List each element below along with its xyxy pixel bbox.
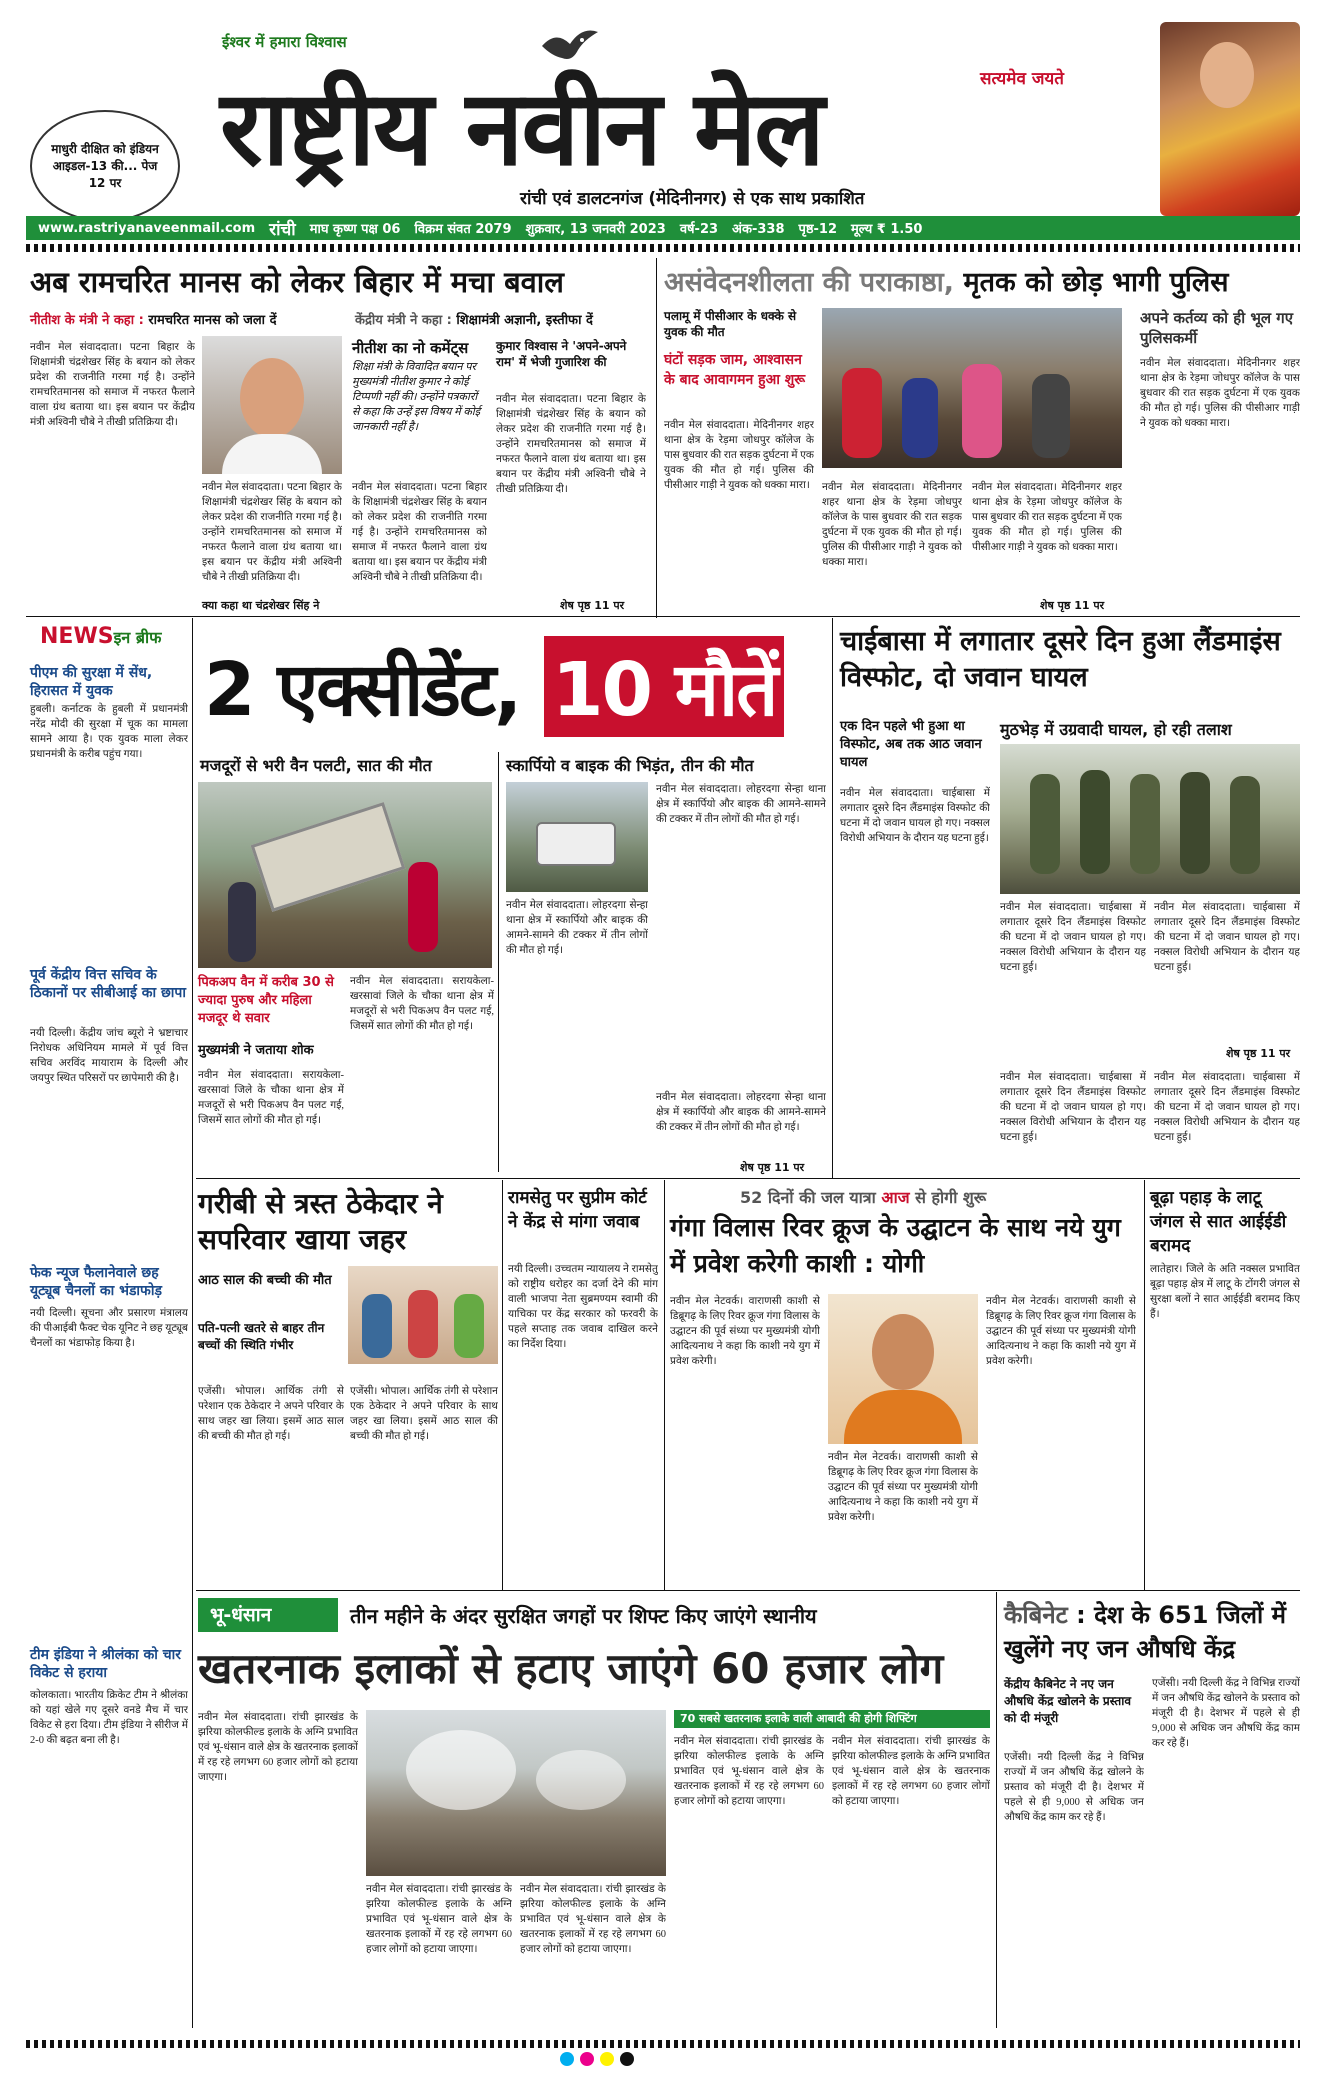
bird-logo-icon (538, 22, 602, 70)
story-body: नवीन मेल संवाददाता। रांची झारखंड के झरिया कोलफील्ड इलाके के अग्नि प्रभावित एवं भू-धंसान वाले क्षेत्र के खतरनाक इलाकों में रह रहे लगभग 60 हजार लोगों को हटाया जाएगा। (832, 1736, 990, 1807)
story-body: नवीन मेल संवाददाता। मेदिनीनगर शहर थाना क्षेत्र के रेड़मा जोधपुर कॉलेज के पास बुधवार की रात सड़क दुर्घटना में एक युवक की मौत हो गई। पुलिस की पीसीआर गाड़ी ने युवक को धक्का मारा। (1140, 358, 1300, 429)
kicker: नीतीश के मंत्री ने कहा : रामचरित मानस को जला दें (30, 313, 277, 328)
kicker: एक दिन पहले भी हुआ था विस्फोट, अब तक आठ जवान घायल (840, 719, 982, 770)
info-item: शुक्रवार, 13 जनवरी 2023 (525, 222, 666, 237)
sub-heading: नीतीश का नो कमेंट्स (352, 339, 469, 357)
coalfield-photo (366, 1710, 666, 1876)
story-body: नवीन मेल संवाददाता। रांची झारखंड के झरिया कोलफील्ड इलाके के अग्नि प्रभावित एवं भू-धंसान वाले क्षेत्र के खतरनाक इलाकों में रह रहे लगभग 60 हजार लोगों को हटाया जाएगा। (366, 1884, 512, 1955)
divider (498, 752, 499, 1172)
color-swatch (560, 2052, 574, 2066)
continued-label[interactable]: शेष पृष्ठ 11 पर (740, 1161, 805, 1174)
photo-caption: मुख्यमंत्री ने जताया शोक (198, 1043, 314, 1058)
section-label: भू-धंसान (198, 1598, 338, 1632)
story-body: नवीन मेल संवाददाता। रांची झारखंड के झरिया कोलफील्ड इलाके के अग्नि प्रभावित एवं भू-धंसान वाले क्षेत्र के खतरनाक इलाकों में रह रहे लगभग 60 हजार लोगों को हटाया जाएगा। (520, 1884, 666, 1955)
accident-crowd-photo (822, 308, 1122, 468)
headline: गरीबी से त्रस्त ठेकेदार ने सपरिवार खाया जहर (198, 1187, 443, 1256)
divider (196, 1178, 1300, 1179)
story-body: नवीन मेल संवाददाता। सरायकेला-खरसावां जिले के चौका थाना क्षेत्र में मजदूरों से भरी पिकअप वैन पलट गई, जिसमें सात लोगों की मौत हो गई। (350, 976, 494, 1032)
scorpio-accident-photo (506, 782, 648, 892)
divider (664, 1180, 665, 1590)
photo-caption: पति-पत्नी खतरे से बाहर तीन बच्चों की स्थिति गंभीर (198, 1321, 325, 1352)
police-team-photo (1000, 744, 1300, 894)
headline: बूढ़ा पहाड़ के लाटू जंगल से सात आईईडी बरामद (1150, 1188, 1287, 1256)
headline: खतरनाक इलाकों से हटाए जाएंगे 60 हजार लोग (198, 1644, 944, 1693)
divider (192, 618, 193, 2028)
story-body: नवीन मेल संवाददाता। सरायकेला-खरसावां जिले के चौका थाना क्षेत्र में मजदूरों से भरी पिकअप वैन पलट गई, जिसमें सात लोगों की मौत हो गई। (198, 1070, 344, 1126)
story-body: नवीन मेल संवाददाता। चाईबासा में लगातार दूसरे दिन लैंडमाइंस विस्फोट की घटना में दो जवान घायल हो गए। नक्सल विरोधी अभियान के दौरान यह घटना हुई। (1000, 1072, 1146, 1143)
brief-text: नयी दिल्ली। सूचना और प्रसारण मंत्रालय की पीआईबी फैक्ट चेक यूनिट ने छह यूट्यूब चैनलों का भंडाफोड़ किया है। (30, 1308, 188, 1349)
story-body: नवीन मेल संवाददाता। लोहरदगा सेन्हा थाना क्षेत्र में स्कार्पियो और बाइक की आमने-सामने की टक्कर में तीन लोगों की मौत हो गई। (506, 900, 648, 956)
ribbon-top (26, 244, 1300, 252)
top-line: तीन महीने के अंदर सुरक्षित जगहों पर शिफ्ट किए जाएंगे स्थानीय (350, 1604, 817, 1628)
headline: रामसेतु पर सुप्रीम कोर्ट ने केंद्र से मांगा जवाब (508, 1188, 647, 1232)
story-body: नवीन मेल संवाददाता। लोहरदगा सेन्हा थाना क्षेत्र में स्कार्पियो और बाइक की आमने-सामने की टक्कर में तीन लोगों की मौत हो गई। (656, 1092, 826, 1133)
headline: असंवेदनशीलता की पराकाष्ठा, मृतक को छोड़ भागी पुलिस (664, 267, 1229, 298)
story-body: नवीन मेल संवाददाता। पटना बिहार के शिक्षामंत्री चंद्रशेखर सिंह के बयान को लेकर प्रदेश की राजनीति गरमा गई है। उन्होंने रामचरितमानस को समाज में नफरत फैलाने वाला ग्रंथ बताया था। इस बयान पर केंद्रीय मंत्री अश्विनी चौबे ने तीखी प्रतिक्रिया दी। (30, 342, 195, 428)
info-item: वर्ष-23 (679, 222, 719, 237)
family-photo (348, 1266, 498, 1364)
info-item: मूल्य ₹ 1.50 (851, 222, 923, 237)
info-item: माघ कृष्ण पक्ष 06 (309, 222, 401, 237)
story-body: नवीन मेल संवाददाता। मेदिनीनगर शहर थाना क्षेत्र के रेड़मा जोधपुर कॉलेज के पास बुधवार की रात सड़क दुर्घटना में एक युवक की मौत हो गई। पुलिस की पीसीआर गाड़ी ने युवक को धक्का मारा। (972, 482, 1122, 553)
masthead-title: राष्ट्रीय नवीन मेल (220, 67, 823, 189)
kicker: पलामू में पीसीआर के धक्के से युवक की मौत (664, 309, 797, 339)
minister-photo (202, 336, 342, 474)
story-body: एजेंसी। नयी दिल्ली केंद्र ने विभिन्न राज्यों में जन औषधि केंद्र खोलने के प्रस्ताव को मंजूरी दी है। देशभर में पहले से ही 9,000 से अधिक जन औषधि केंद्र काम कर रहे हैं। (1004, 1752, 1144, 1823)
story-body: नवीन मेल संवाददाता। पटना बिहार के शिक्षामंत्री चंद्रशेखर सिंह के बयान को लेकर प्रदेश की राजनीति गरमा गई है। उन्होंने रामचरितमानस को समाज में नफरत फैलाने वाला ग्रंथ बताया था। इस बयान पर केंद्रीय मंत्री अश्विनी चौबे ने तीखी प्रतिक्रिया दी। (496, 394, 646, 495)
van-accident-photo (198, 782, 492, 968)
info-item: विक्रम संवत 2079 (414, 222, 512, 237)
teaser-oval[interactable] (30, 110, 180, 222)
masthead-tagline-right: सत्यमेव जयते (980, 69, 1064, 89)
color-registration-bar (560, 2052, 634, 2066)
info-bar (26, 216, 1300, 240)
brief-text: कोलकाता। भारतीय क्रिकेट टीम ने श्रीलंका को यहां खेले गए दूसरे वनडे मैच में चार विकेट से हरा दिया। टीम इंडिया ने सीरीज में 2-0 की बढ़त बना ली है। (30, 1690, 188, 1746)
story-body: नवीन मेल संवाददाता। चाईबासा में लगातार दूसरे दिन लैंडमाइंस विस्फोट की घटना में दो जवान घायल हो गए। नक्सल विरोधी अभियान के दौरान यह घटना हुई। (840, 788, 990, 844)
divider (832, 618, 833, 1178)
divider (502, 1180, 503, 1590)
story-body: नवीन मेल नेटवर्क। वाराणसी काशी से डिब्रूगढ़ के लिए रिवर क्रूज गंगा विलास के उद्घाटन की पूर्व संध्या पर मुख्यमंत्री योगी आदित्यनाथ ने कहा कि काशी नये युग में प्रवेश करेगी। (828, 1452, 978, 1523)
story-body: नयी दिल्ली। उच्चतम न्यायालय ने रामसेतु को राष्ट्रीय धरोहर का दर्जा देने की मांग वाली भाजपा नेता सुब्रमण्यम स्वामी की याचिका पर केंद्र सरकार को फरवरी के पहले सप्ताह तक जवाब दाखिल करने का निर्देश दिया। (508, 1264, 658, 1350)
continued-label[interactable]: शेष पृष्ठ 11 पर (560, 599, 625, 612)
story-body: नवीन मेल संवाददाता। रांची झारखंड के झरिया कोलफील्ड इलाके के अग्नि प्रभावित एवं भू-धंसान वाले क्षेत्र के खतरनाक इलाकों में रह रहे लगभग 60 हजार लोगों को हटाया जाएगा। (674, 1736, 824, 1807)
story-body: लातेहार। जिले के अति नक्सल प्रभावित बूढ़ा पहाड़ क्षेत्र में लाटू के टोंगरी जंगल से सुरक्षा बलों ने सात आईईडी बरामद किए हैं। (1150, 1264, 1300, 1320)
headline: कैबिनेट : देश के 651 जिलों में खुलेंगे नए जन औषधि केंद्र (1004, 1601, 1286, 1663)
info-item: अंक-338 (732, 222, 785, 237)
story-body: नवीन मेल संवाददाता। चाईबासा में लगातार दूसरे दिन लैंडमाइंस विस्फोट की घटना में दो जवान घायल हो गए। नक्सल विरोधी अभियान के दौरान यह घटना हुई। (1154, 902, 1300, 973)
brief-title: टीम इंडिया ने श्रीलंका को चार विकेट से हराया (30, 1647, 181, 1681)
brief-text: नयी दिल्ली। केंद्रीय जांच ब्यूरो ने भ्रष्टाचार निरोधक अधिनियम मामले में पूर्व वित्त सचिव अरविंद मायाराम के दिल्ली और जयपुर स्थित परिसरों पर छापेमारी की है। (30, 1028, 188, 1084)
divider (996, 1592, 997, 2028)
brief-title: पीएम की सुरक्षा में सेंध, हिरासत में युवक (30, 665, 153, 699)
sub-heading: अपने कर्तव्य को ही भूल गए पुलिसकर्मी (1140, 309, 1294, 347)
lead-subhead: स्कार्पियो व बाइक की भिड़ंत, तीन की मौत (506, 756, 754, 775)
city-label: रांची (269, 219, 296, 240)
masthead-subtitle: रांची एवं डालटनगंज (मेदिनीनगर) से एक साथ प्रकाशित (520, 189, 865, 209)
brief-title: पूर्व केंद्रीय वित्त सचिव के ठिकानों पर सीबीआई का छापा (30, 967, 186, 1001)
photo-caption: पिकअप वैन में करीब 30 से ज्यादा पुरुष और महिला मजदूर थे सवार (198, 975, 334, 1026)
story-body: एजेंसी। नयी दिल्ली केंद्र ने विभिन्न राज्यों में जन औषधि केंद्र खोलने के प्रस्ताव को मंजूरी दी है। देशभर में पहले से ही 9,000 से अधिक जन औषधि केंद्र काम कर रहे हैं। (1152, 1678, 1300, 1749)
story-body: नवीन मेल संवाददाता। पटना बिहार के शिक्षामंत्री चंद्रशेखर सिंह के बयान को लेकर प्रदेश की राजनीति गरमा गई है। उन्होंने रामचरितमानस को समाज में नफरत फैलाने वाला ग्रंथ बताया था। इस बयान पर केंद्रीय मंत्री अश्विनी चौबे ने तीखी प्रतिक्रिया दी। (352, 482, 487, 583)
lead-headline: 2 एक्सीडेंट, 10 मौतें (196, 628, 828, 744)
celebrity-photo (1160, 22, 1300, 216)
headline: चाईबासा में लगातार दूसरे दिन हुआ लैंडमाइंस विस्फोट, दो जवान घायल (840, 626, 1281, 693)
yogi-photo (828, 1294, 978, 1444)
story-body: नवीन मेल संवाददाता। पटना बिहार के शिक्षामंत्री चंद्रशेखर सिंह के बयान को लेकर प्रदेश की राजनीति गरमा गई है। उन्होंने रामचरितमानस को समाज में नफरत फैलाने वाला ग्रंथ बताया था। इस बयान पर केंद्रीय मंत्री अश्विनी चौबे ने तीखी प्रतिक्रिया दी। (202, 482, 342, 583)
kicker: केंद्रीय मंत्री ने कहा : शिक्षामंत्री अज्ञानी, इस्तीफा दें (355, 313, 593, 328)
masthead-tagline-left: ईश्वर में हमारा विश्वास (222, 33, 347, 51)
website-link[interactable]: www.rastriyanaveenmail.com (38, 220, 256, 236)
headline: गंगा विलास रिवर क्रूज के उद्घाटन के साथ नये युग में प्रवेश करेगी काशी : योगी (670, 1213, 1121, 1278)
kicker: 52 दिनों की जल यात्रा आज से होगी शुरू (740, 1188, 987, 1207)
color-swatch (580, 2052, 594, 2066)
subhead: घंटों सड़क जाम, आश्वासन के बाद आवागमन हुआ शुरू (664, 352, 806, 388)
lead-subhead: मजदूरों से भरी वैन पलटी, सात की मौत (200, 756, 432, 775)
subhead: मुठभेड़ में उग्रवादी घायल, हो रही तलाश (1000, 720, 1232, 739)
divider (656, 258, 657, 618)
divider (1144, 1180, 1145, 1590)
kicker: केंद्रीय कैबिनेट ने नए जन औषधि केंद्र खोलने के प्रस्ताव को दी मंजूरी (1004, 1677, 1132, 1725)
teaser-text: माधुरी दीक्षित को इंडियन आइडल-13 की... पेज 12 पर (51, 141, 159, 190)
headline: अब रामचरित मानस को लेकर बिहार में मचा बवाल (30, 265, 564, 299)
divider (26, 616, 1300, 617)
brief-text: हुबली। कर्नाटक के हुबली में प्रधानमंत्री नरेंद्र मोदी की सुरक्षा में चूक का मामला सामने आया है। एक युवक माला लेकर प्रधानमंत्री के करीब पहुंच गया। (30, 704, 188, 760)
story-body: नवीन मेल संवाददाता। चाईबासा में लगातार दूसरे दिन लैंडमाइंस विस्फोट की घटना में दो जवान घायल हो गए। नक्सल विरोधी अभियान के दौरान यह घटना हुई। (1000, 902, 1146, 973)
ribbon-bottom (26, 2040, 1300, 2048)
story-body: एजेंसी। भोपाल। आर्थिक तंगी से परेशान एक ठेकेदार ने अपने परिवार के साथ जहर खा लिया। इसमें आठ साल की बच्ची की मौत हो गई। (198, 1386, 344, 1442)
continued-label[interactable]: शेष पृष्ठ 11 पर (1226, 1047, 1291, 1060)
tag-banner: 70 सबसे खतरनाक इलाके वाली आबादी की होगी शिफ्टिंग (674, 1710, 990, 1728)
story-body: नवीन मेल नेटवर्क। वाराणसी काशी से डिब्रूगढ़ के लिए रिवर क्रूज गंगा विलास के उद्घाटन की पूर्व संध्या पर मुख्यमंत्री योगी आदित्यनाथ ने कहा कि काशी नये युग में प्रवेश करेगी। (986, 1296, 1136, 1367)
story-body: एजेंसी। भोपाल। आर्थिक तंगी से परेशान एक ठेकेदार ने अपने परिवार के साथ जहर खा लिया। इसमें आठ साल की बच्ची की मौत हो गई। (350, 1386, 498, 1442)
sub-text: शिक्षा मंत्री के विवादित बयान पर मुख्यमंत्री नीतीश कुमार ने कोई टिप्पणी नहीं की। उन्होंने पत्रकारों से कहा कि उन्हें इस विषय में कोई जानकारी नहीं है। (352, 361, 481, 433)
info-item: पृष्ठ-12 (798, 222, 838, 237)
story-body: नवीन मेल संवाददाता। लोहरदगा सेन्हा थाना क्षेत्र में स्कार्पियो और बाइक की आमने-सामने की टक्कर में तीन लोगों की मौत हो गई। (656, 784, 826, 825)
kicker: आठ साल की बच्ची की मौत (198, 1273, 332, 1288)
story-body: नवीन मेल संवाददाता। मेदिनीनगर शहर थाना क्षेत्र के रेड़मा जोधपुर कॉलेज के पास बुधवार की रात सड़क दुर्घटना में एक युवक की मौत हो गई। पुलिस की पीसीआर गाड़ी ने युवक को धक्का मारा। (664, 420, 814, 491)
news-brief-label: NEWSइन ब्रीफ (40, 624, 162, 649)
story-body: नवीन मेल संवाददाता। रांची झारखंड के झरिया कोलफील्ड इलाके के अग्नि प्रभावित एवं भू-धंसान वाले क्षेत्र के खतरनाक इलाकों में रह रहे लगभग 60 हजार लोगों को हटाया जाएगा। (198, 1712, 358, 1783)
color-swatch (600, 2052, 614, 2066)
story-body: नवीन मेल नेटवर्क। वाराणसी काशी से डिब्रूगढ़ के लिए रिवर क्रूज गंगा विलास के उद्घाटन की पूर्व संध्या पर मुख्यमंत्री योगी आदित्यनाथ ने कहा कि काशी नये युग में प्रवेश करेगी। (670, 1296, 820, 1367)
sub-heading: कुमार विश्वास ने 'अपने-अपने राम' में भेजी गुजारिश की (496, 339, 627, 369)
brief-title: फेक न्यूज फैलानेवाले छह यूट्यूब चैनलों का भंडाफोड़ (30, 1265, 162, 1299)
story-footer: क्या कहा था चंद्रशेखर सिंह ने (202, 599, 320, 612)
continued-label[interactable]: शेष पृष्ठ 11 पर (1040, 599, 1105, 612)
story-body: नवीन मेल संवाददाता। मेदिनीनगर शहर थाना क्षेत्र के रेड़मा जोधपुर कॉलेज के पास बुधवार की रात सड़क दुर्घटना में एक युवक की मौत हो गई। पुलिस की पीसीआर गाड़ी ने युवक को धक्का मारा। (822, 482, 962, 568)
divider (196, 1590, 1300, 1591)
color-swatch (620, 2052, 634, 2066)
story-body: नवीन मेल संवाददाता। चाईबासा में लगातार दूसरे दिन लैंडमाइंस विस्फोट की घटना में दो जवान घायल हो गए। नक्सल विरोधी अभियान के दौरान यह घटना हुई। (1154, 1072, 1300, 1143)
